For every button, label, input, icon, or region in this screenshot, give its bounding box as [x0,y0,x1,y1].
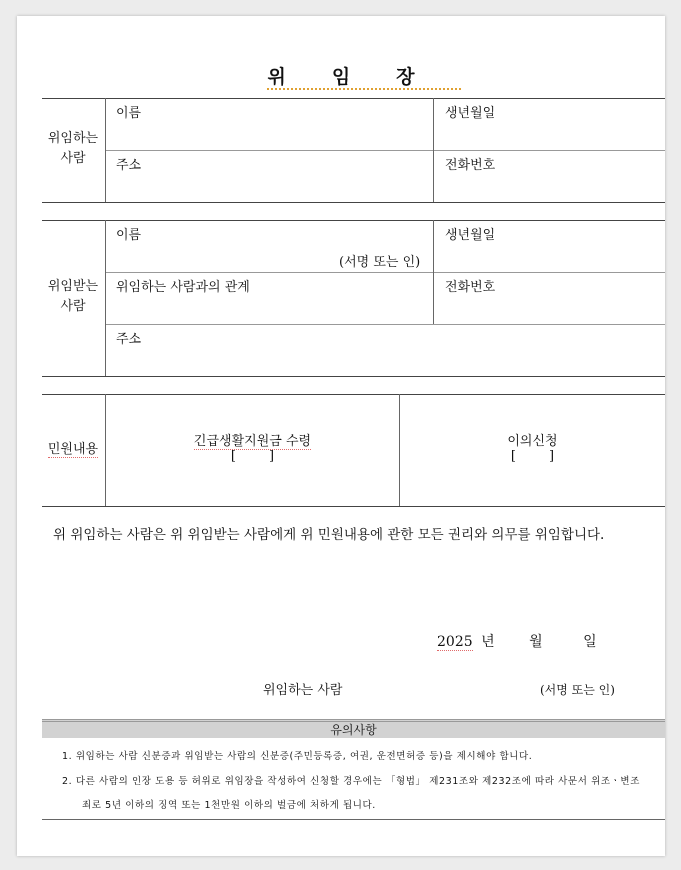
notes-section [42,712,665,820]
date-month-unit: 월 [529,634,543,650]
note-item-2-line-1: 2. 다른 사람의 인장 도용 등 허위로 위임장을 작성하여 신청할 경우에는 「형법」 제231조와 제232조에 따라 사문서 위조ㆍ변조 [62,776,640,787]
petition-bottom-border [42,506,665,507]
petition-top-border [42,394,665,395]
option-emergency-fund-checkbox[interactable]: [ ] [230,449,275,464]
delegator-side-divider [105,98,106,202]
delegate-mid-border-1 [105,272,665,273]
delegator-col-divider [433,98,434,202]
option-objection-checkbox[interactable]: [ ] [510,449,555,464]
delegate-relation-label: 위임하는 사람과의 관계 [116,280,250,295]
delegator-mid-border [105,150,665,151]
delegate-col-divider [433,220,434,324]
petition-side-label: 민원내용 [47,442,99,457]
delegator-phone-label: 전화번호 [445,158,496,173]
note-item-2-line-2: 죄로 5년 이하의 징역 또는 1천만원 이하의 벌금에 처하게 됩니다. [82,800,376,811]
signature-sign-label: (서명 또는 인) [540,683,615,697]
delegate-phone-label: 전화번호 [445,280,496,295]
note-item-1: 1. 위임하는 사람 신분증과 위임받는 사람의 신분증(주민등록증, 여권, 운전면허증 등)을 제시해야 합니다. [62,751,533,762]
page-title: 위임장 [267,66,461,88]
notes-bottom-border [42,819,665,820]
delegate-top-border [42,220,665,221]
delegate-side-label: 위임받는 사람 [47,279,99,314]
option-emergency-fund[interactable] [106,430,399,464]
delegate-sign-label: (서명 또는 인) [339,255,421,270]
delegator-side-label: 위임하는 사람 [47,131,99,166]
delegate-bottom-border [42,376,665,377]
date-day-unit: 일 [583,634,597,650]
delegate-birth-label: 생년월일 [445,228,496,243]
delegator-address-label: 주소 [116,158,142,173]
delegator-birth-label: 생년월일 [445,106,496,121]
delegator-top-border [42,98,665,99]
delegation-statement: 위 위임하는 사람은 위 위임받는 사람에게 위 민원내용에 관한 모든 권리와 의무를 위임합니다. [53,527,605,543]
delegate-address-label: 주소 [116,332,142,347]
notes-heading: 유의사항 [42,719,665,738]
signature-label: 위임하는 사람 [263,683,343,698]
delegator-name-label: 이름 [116,106,142,121]
delegate-side-divider [105,220,106,376]
option-objection-label: 이의신청 [507,434,558,449]
date-year: 2025 [437,634,473,650]
delegate-mid-border-2 [105,324,665,325]
option-emergency-fund-label: 긴급생활지원금 수령 [193,434,312,449]
delegate-name-label: 이름 [116,228,142,243]
option-objection[interactable] [400,430,665,464]
document-page [17,16,665,856]
delegator-bottom-border [42,202,665,203]
date-year-unit: 년 [481,634,495,650]
date-line [437,631,597,651]
